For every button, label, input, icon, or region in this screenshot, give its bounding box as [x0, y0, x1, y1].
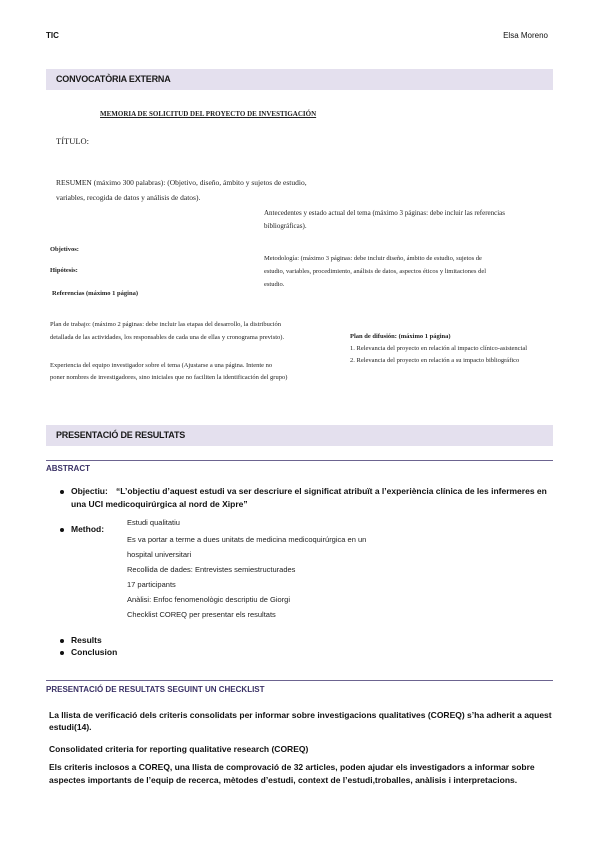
form-difusion-item1: 1. Relevancia del proyecto en relación al impacto clínico-asistencial — [350, 345, 528, 352]
section-band-convocatoria — [46, 69, 553, 90]
section-band-resultats — [46, 425, 553, 446]
checklist-para2: Consolidated criteria for reporting qualitative research (COREQ) — [49, 744, 309, 754]
method-item: 17 participants — [127, 580, 176, 589]
divider — [46, 680, 553, 681]
method-item: hospital universitari — [127, 550, 192, 559]
form-plan-trabajo-line2: detallada de las actividades, los responsables de cada una de ellas y cronograma previsto). — [50, 334, 285, 341]
form-hipotesis: Hipótesis: — [50, 267, 78, 274]
objectiu-text-line2: una UCI medicoquirúrgica al nord de Xipre” — [71, 499, 248, 509]
form-resumen-line1: RESUMEN (máximo 300 palabras): (Objetivo, diseño, ámbito y sujetos de estudio, — [56, 178, 307, 187]
form-plan-trabajo-line1: Plan de trabajo: (máximo 2 páginas: debe incluir las etapas del desarrollo, la distribución — [50, 321, 282, 328]
method-item: Checklist COREQ per presentar els resultats — [127, 610, 276, 619]
checklist-para1-line2: estudi(14). — [49, 722, 92, 732]
section-title: CONVOCATÒRIA EXTERNA — [56, 74, 171, 84]
divider — [46, 460, 553, 461]
form-difusion-item2: 2. Relevancia del proyecto en relación a su impacto bibliográfico — [350, 357, 520, 364]
checklist-para3-line2: aspectes importants de l’equip de recerca, mètodes d’estudi, context de l’estudi,troballes, anàlisis i interpretacions. — [49, 775, 518, 785]
header-author: Elsa Moreno — [503, 31, 548, 40]
header-course: TIC — [46, 31, 59, 40]
form-metodologia-line1: Metodología: (máximo 3 páginas: debe incluir diseño, ámbito de estudio, sujetos de — [264, 255, 482, 262]
results-label: Results — [71, 635, 102, 645]
method-item: Es va portar a terme a dues unitats de medicina medicoquirúrgica en un — [127, 535, 367, 544]
form-heading: MEMORIA DE SOLICITUD DEL PROYECTO DE INVESTIGACIÓN — [100, 110, 317, 118]
checklist-heading: PRESENTACIÓ DE RESULTATS SEGUINT UN CHECKLIST — [46, 685, 265, 694]
form-titulo: TÍTULO: — [56, 136, 90, 146]
form-metodologia-line3: estudio. — [264, 281, 285, 288]
form-antecedentes-line1: Antecedentes y estado actual del tema (máximo 3 páginas: debe incluir las referencias — [264, 209, 506, 217]
bullet-icon — [60, 639, 64, 643]
abstract-heading: ABSTRACT — [46, 464, 90, 473]
form-objetivos: Objetivos: — [50, 246, 79, 253]
form-plan-difusion: Plan de difusión: (máximo 1 página) — [350, 333, 451, 340]
objectiu-label: Objectiu: — [71, 486, 108, 496]
conclusion-label: Conclusion — [71, 647, 118, 657]
method-label: Method: — [71, 524, 105, 534]
bullet-icon — [60, 490, 64, 494]
form-antecedentes-line2: bibliográficas). — [264, 222, 307, 230]
form-metodologia-line2: estudio, variables, procedimiento, análisis de datos, aspectos éticos y limitaciones del — [264, 268, 487, 275]
form-experiencia-line2: poner nombres de investigadores, sino iniciales que no faciliten la identificación del grupo) — [50, 374, 288, 381]
method-item: Recollida de dades: Entrevistes semiestructurades — [127, 565, 296, 574]
method-item: Anàlisi: Enfoc fenomenològic descriptiu de Giorgi — [127, 595, 291, 604]
bullet-icon — [60, 651, 64, 655]
scanned-form — [46, 100, 553, 390]
checklist-para1-line1: La llista de verificació dels criteris consolidats per informar sobre investigacions qualitatives (COREQ) s’ha adherit a aquest — [49, 710, 552, 720]
objectiu-text-line1: “L’objectiu d’aquest estudi va ser descriure el significat atribuït a l’experiència clínica de les infermeres en — [116, 486, 547, 496]
bullet-icon — [60, 528, 64, 532]
section-title: PRESENTACIÓ DE RESULTATS — [56, 430, 186, 440]
checklist-para3-line1: Els criteris inclosos a COREQ, una llista de comprovació de 32 articles, poden ajudar els investigadors a informar sobre — [49, 762, 535, 772]
form-resumen-line2: variables, recogida de datos y análisis de datos). — [56, 193, 201, 202]
method-item: Estudi qualitatiu — [127, 518, 180, 527]
form-experiencia-line1: Experiencia del equipo investigador sobre el tema (Ajustarse a una página. Intente no — [50, 362, 273, 369]
form-referencias: Referencias (máximo 1 página) — [52, 290, 138, 297]
